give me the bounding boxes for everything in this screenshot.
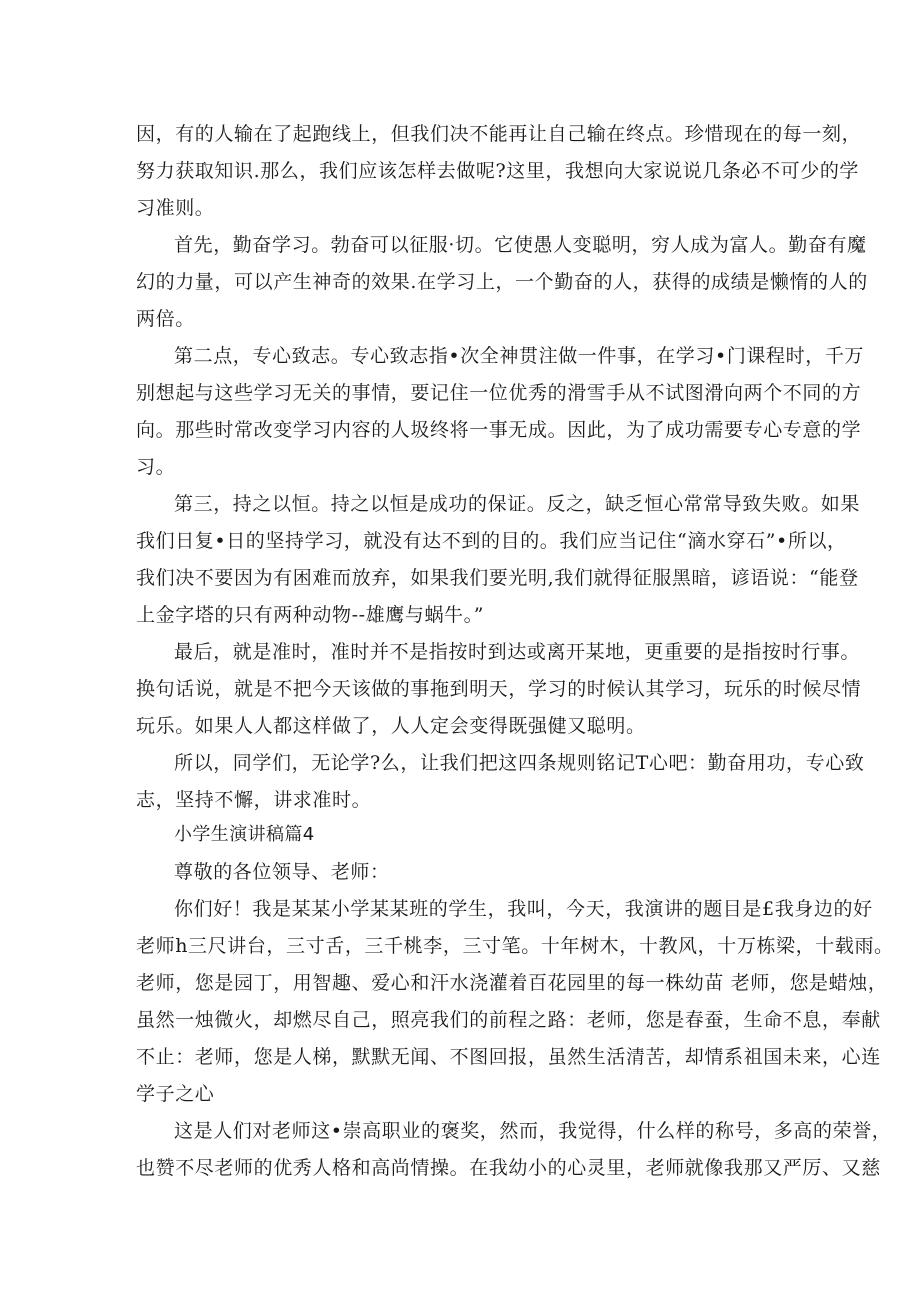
text-line: 幻的力量，可以产生神奇的效果.在学习上，一个勤奋的人，获得的成绩是懒惰的人的	[136, 271, 868, 293]
text-line: 努力获取知识.那么，我们应该怎样去做呢?这里，我想向大家说说几条必不可少的学	[136, 160, 860, 182]
text-line: 向。那些时常改变学习内容的人圾终将一事无成。因此，为了成功需要专心专意的学	[136, 419, 862, 441]
paragraph-first-line: 最后，就是准时，准时并不是指按时到达或离开某地，更重要的是指按时行事。	[174, 641, 861, 663]
paragraph-first-line: 你们好！我是某某小学某某班的学生，我叫，今天，我演讲的题目是£我身边的好	[174, 898, 873, 920]
text-line: 我们决不要因为有困难而放弃，如果我们要光明,我们就得征服黑暗，谚语说：“能登	[136, 567, 859, 589]
text-line: 玩乐。如果人人都这样做了，人人定会变得既强健又聪明。	[136, 715, 646, 737]
paragraph-first-line: 第三，持之以恒。持之以恒是成功的保证。反之，缺乏恒心常常导致失败。如果	[174, 493, 861, 515]
text-line: 虽然一烛微火，却燃尽自己，照亮我们的前程之路：老师，您是春蚕，生命不息，奉献	[136, 1009, 881, 1031]
text-line: 习。	[136, 456, 176, 478]
text-line: 上金字塔的只有两种动物--雄鹰与蜗牛。”	[136, 604, 485, 626]
text-line: 学子之心	[136, 1083, 215, 1105]
section-heading: 小学生演讲稿篇4	[174, 824, 315, 845]
text-line: 老师h三尺讲台，三寸舌，三千桃李，三寸笔。十年树木，十教风，十万栋梁，十载雨。	[136, 935, 894, 957]
paragraph-first-line: 第二点，专心致志。专心致志指•次全神贯注做一件事，在学习•门课程时，千万	[174, 345, 865, 367]
text-line: 我们日复•日的坚持学习，就没有达不到的目的。我们应当记住“滴水穿石”•所以，	[136, 530, 847, 552]
text-line: 两倍。	[136, 308, 195, 330]
paragraph-first-line: 首先，勤奋学习。勃奋可以征服·切。它使愚人变聪明，穷人成为富人。勤奋有魔	[174, 234, 867, 256]
text-line: 别想起与这些学习无关的事情，要记住一位优秀的滑雪手从不试图滑向两个不同的方	[136, 382, 862, 404]
text-line: 不止：老师，您是人梯，默默无闻、不图回报，虽然生活清苦，却情系祖国未来，心连	[136, 1046, 881, 1068]
text-line: 因，有的人输在了起跑线上，但我们决不能再让自己输在终点。珍惜现在的每一刻，	[136, 123, 862, 145]
salutation: 尊敬的各位领导、老师：	[174, 861, 390, 883]
text-line: 换句话说，就是不把今天该做的事拖到明天，学习的时候认其学习，玩乐的时候尽情	[136, 678, 862, 700]
text-line: 老师，您是园丁，用智趣、爱心和汗水浇灌着百花园里的每一株幼苗 老师，您是蜡烛，	[136, 972, 888, 994]
paragraph-first-line: 这是人们对老师这•崇高职业的褒奖，然而，我觉得，什么样的称号，多高的荣誉，	[174, 1120, 892, 1142]
paragraph-first-line: 所以，同学们，无论学?么，让我们把这四条规则铭记T心吧：勤奋用功，专心致	[174, 752, 865, 774]
text-line: 习准则。	[136, 197, 215, 219]
text-line: 也赞不尽老师的优秀人格和高尚情操。在我幼小的心灵里，老师就像我那又严厉、又慈	[136, 1157, 881, 1179]
text-line: 志，坚持不懈，讲求准时。	[136, 789, 372, 811]
